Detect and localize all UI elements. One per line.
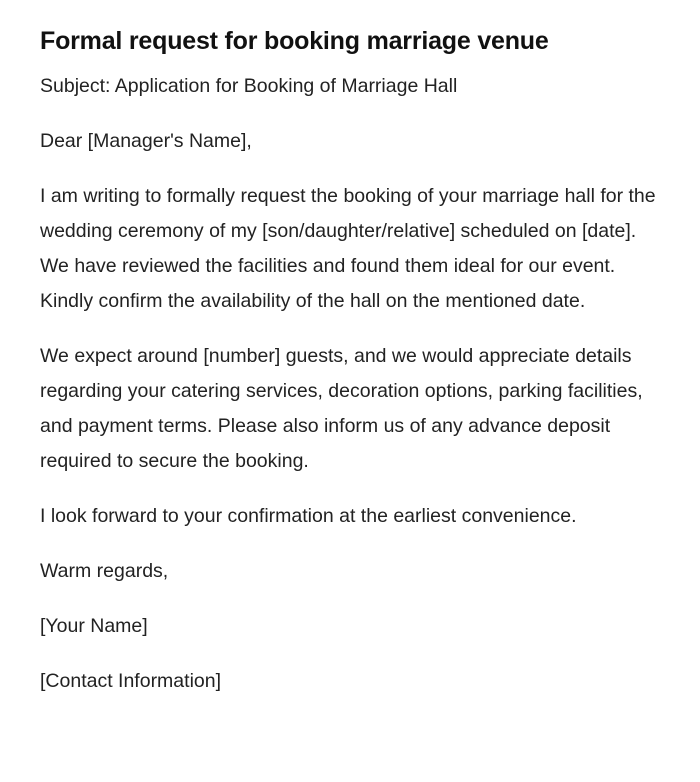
body-paragraph-details: We expect around [number] guests, and we would appreciate details regarding your catering services, decoration options, parking facilities, and payment terms. Please also inform us of any advance deposit required to secure the booking.: [40, 345, 643, 472]
letter-document: [40, 24, 660, 719]
subject-line: Subject: Application for Booking of Marriage Hall: [40, 75, 458, 97]
salutation: Dear [Manager's Name],: [40, 130, 252, 152]
contact-information: [Contact Information]: [40, 670, 222, 692]
body-paragraph-request: I am writing to formally request the booking of your marriage hall for the wedding ceremony of my [son/daughter/relative] scheduled on [date]. We have reviewed the facilities and found them ideal for our event. Kindly confirm the availability of the hall on the mentioned date.: [40, 185, 656, 312]
signature-name: [Your Name]: [40, 615, 148, 637]
closing-line: Warm regards,: [40, 560, 169, 582]
body-paragraph-closing-remark: I look forward to your confirmation at the earliest convenience.: [40, 505, 577, 527]
document-title: Formal request for booking marriage venue: [40, 27, 549, 55]
